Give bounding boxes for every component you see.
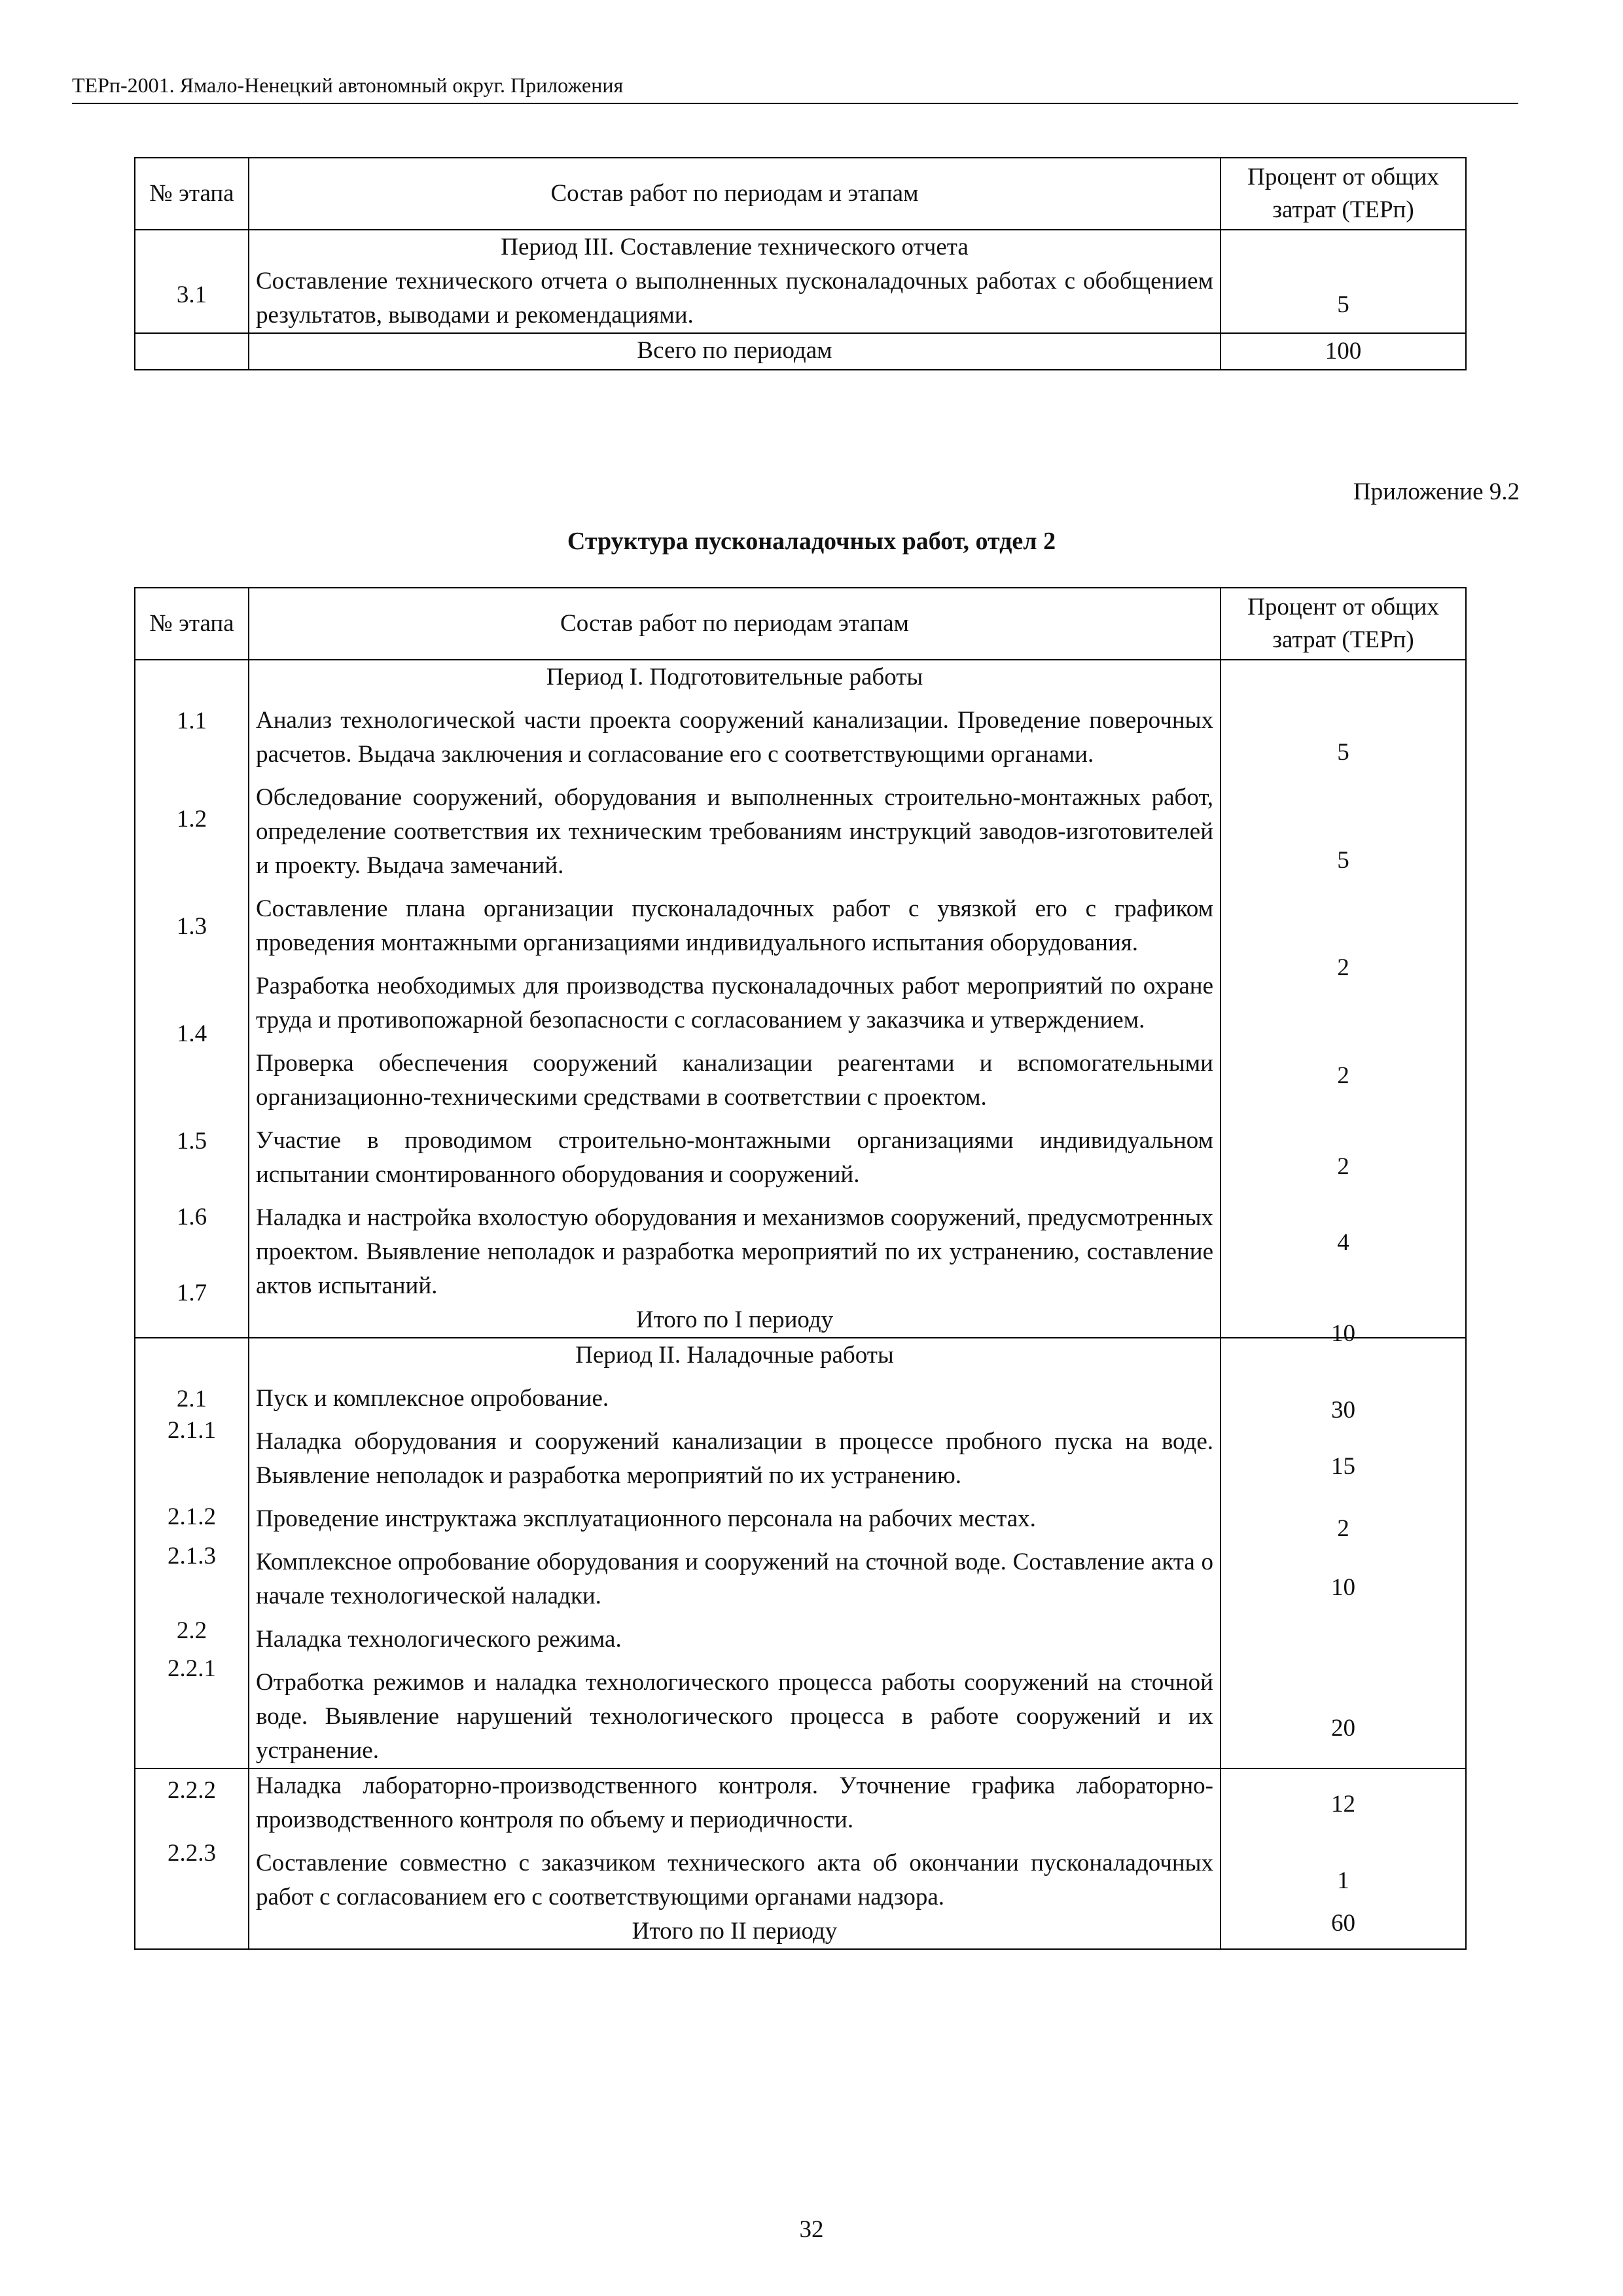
stage-number: 2.2.2 <box>168 1777 216 1804</box>
stage-number: 2.2.1 <box>168 1655 216 1682</box>
stage-description: Комплексное опробование оборудования и сооружений на сточной воде. Составление акта о начале технологической наладки. <box>256 1549 1213 1609</box>
page-number: 32 <box>799 2216 824 2243</box>
percent-value: 5 <box>1337 291 1349 318</box>
stage-number: 2.1.2 <box>168 1503 216 1530</box>
percent-value: 5 <box>1337 739 1349 766</box>
table-header-row <box>135 588 1466 660</box>
works-cell <box>249 1338 1221 1768</box>
stage-description: Анализ технологической части проекта сооружений канализации. Проведение поверочных расчетов. Выдача заключения и согласование его с соответствующими органами. <box>256 707 1213 768</box>
stage-number: 2.2 <box>176 1617 207 1644</box>
stage-description: Проведение инструктажа эксплуатационного персонала на рабочих местах. <box>256 1505 1036 1532</box>
stage-description: Наладка лабораторно-производственного контроля. Уточнение графика лабораторно-производственного контроля по объему и периодичности. <box>256 1772 1213 1833</box>
percent-cell <box>1221 230 1466 333</box>
col-stage-number-header: № этапа <box>135 588 249 660</box>
percent-value: 2 <box>1337 1515 1349 1542</box>
stage-number: 2.1.3 <box>168 1543 216 1570</box>
percent-value: 2 <box>1337 954 1349 981</box>
percent-value: 20 <box>1331 1715 1355 1742</box>
period-title: Период I. Подготовительные работы <box>546 664 923 691</box>
stage-description: Составление плана организации пусконаладочных работ с увязкой его с графиком проведения монтажными организациями индивидуального испытания оборудования. <box>256 895 1213 956</box>
stage-description: Наладка оборудования и сооружений канализации в процессе пробного пуска на воде. Выявление неполадок и разработка мероприятий по их устранению. <box>256 1428 1213 1489</box>
table-total-row <box>135 333 1466 370</box>
col-works-header: Состав работ по периодам этапам <box>249 588 1221 660</box>
percent-value: 2 <box>1337 1062 1349 1089</box>
total-label: Всего по периодам <box>249 333 1221 370</box>
stage-description: Составление технического отчета о выполненных пусконаладочных работах с обобщением результатов, выводами и рекомендациями. <box>256 268 1213 329</box>
percent-value: 10 <box>1331 1320 1355 1347</box>
percent-value: 12 <box>1331 1791 1355 1818</box>
percent-cell <box>1221 660 1466 1424</box>
period-total-label: Итого по I периоду <box>635 1306 834 1333</box>
period-2-continued-block <box>135 1768 1466 1949</box>
period-2-block <box>135 1338 1466 1768</box>
running-header: ТЕРп-2001. Ямало-Ненецкий автономный округ. Приложения <box>72 73 1518 104</box>
percent-value: 15 <box>1331 1453 1355 1480</box>
stage-number-cell <box>135 1768 249 1949</box>
percent-cell <box>1221 1338 1466 1768</box>
percent-cell <box>1221 1768 1466 1949</box>
stage-description: Пуск и комплексное опробование. <box>256 1385 609 1412</box>
stage-number: 1.5 <box>176 1128 207 1155</box>
period-title: Период II. Наладочные работы <box>575 1342 894 1369</box>
col-stage-number-header: № этапа <box>135 158 249 230</box>
col-percent-header: Процент от общих затрат (ТЕРп) <box>1221 158 1466 230</box>
total-value: 100 <box>1221 333 1466 370</box>
stage-number: 2.1.1 <box>168 1417 216 1444</box>
table-row <box>135 230 1466 333</box>
percent-value: 10 <box>1331 1574 1355 1601</box>
percent-value: 2 <box>1337 1153 1349 1180</box>
stage-table-2 <box>134 587 1467 1950</box>
period-total-label: Итого по II периоду <box>632 1918 838 1945</box>
stage-table-1 <box>134 157 1467 370</box>
stage-description: Участие в проводимом строительно-монтажными организациями индивидуальном испытании смонтированного оборудования и сооружений. <box>256 1127 1213 1188</box>
stage-description: Наладка технологического режима. <box>256 1626 622 1653</box>
stage-number: 2.2.3 <box>168 1840 216 1867</box>
stage-description: Отработка режимов и наладка технологического процесса работы сооружений на сточной воде. Выявление нарушений технологического процесса в работе сооружений и их устранение. <box>256 1669 1213 1764</box>
period-1-block <box>135 660 1466 1338</box>
stage-description: Наладка и настройка вхолостую оборудования и механизмов сооружений, предусмотренных проектом. Выявление неполадок и разработка мероприятий по их устранению, составление актов испытаний. <box>256 1204 1213 1299</box>
stage-number-cell <box>135 660 249 1338</box>
stage-number: 3.1 <box>176 281 207 308</box>
works-cell <box>249 660 1221 1338</box>
works-cell <box>249 230 1221 333</box>
stage-number-cell <box>135 1338 249 1768</box>
stage-number: 1.2 <box>176 806 207 833</box>
stage-description: Составление совместно с заказчиком технического акта об окончании пусконаладочных работ с согласованием его с соответствующими органами надзора. <box>256 1850 1213 1910</box>
stage-number: 1.4 <box>176 1020 207 1047</box>
percent-value: 5 <box>1337 847 1349 874</box>
works-cell <box>249 1768 1221 1949</box>
period-total-value: 60 <box>1331 1910 1355 1937</box>
table-header-row <box>135 158 1466 230</box>
percent-value: 4 <box>1337 1229 1349 1256</box>
stage-number-cell <box>135 230 249 333</box>
stage-number: 1.1 <box>176 708 207 734</box>
stage-number: 1.3 <box>176 913 207 940</box>
stage-description: Обследование сооружений, оборудования и выполненных строительно-монтажных работ, определение соответствия их техническим требованиям инструкций заводов-изготовителей и проекту. Выдача замечаний. <box>256 784 1213 879</box>
stage-number: 1.6 <box>176 1204 207 1230</box>
percent-value: 1 <box>1337 1867 1349 1894</box>
stage-number: 2.1 <box>176 1386 207 1412</box>
period-total-value: 30 <box>1331 1397 1355 1424</box>
stage-description: Проверка обеспечения сооружений канализации реагентами и вспомогательными организационно-техническими средствами в соответствии с проектом. <box>256 1050 1213 1111</box>
stage-number: 1.7 <box>176 1280 207 1306</box>
section-title: Структура пусконаладочных работ, отдел 2 <box>567 528 1056 555</box>
col-percent-header: Процент от общих затрат (ТЕРп) <box>1221 588 1466 660</box>
appendix-label: Приложение 9.2 <box>1353 478 1520 505</box>
period-title: Период III. Составление технического отчета <box>501 234 969 260</box>
col-works-header: Состав работ по периодам и этапам <box>249 158 1221 230</box>
stage-description: Разработка необходимых для производства пусконаладочных работ мероприятий по охране труда и противопожарной безопасности с согласованием у заказчика и утверждением. <box>256 973 1213 1033</box>
